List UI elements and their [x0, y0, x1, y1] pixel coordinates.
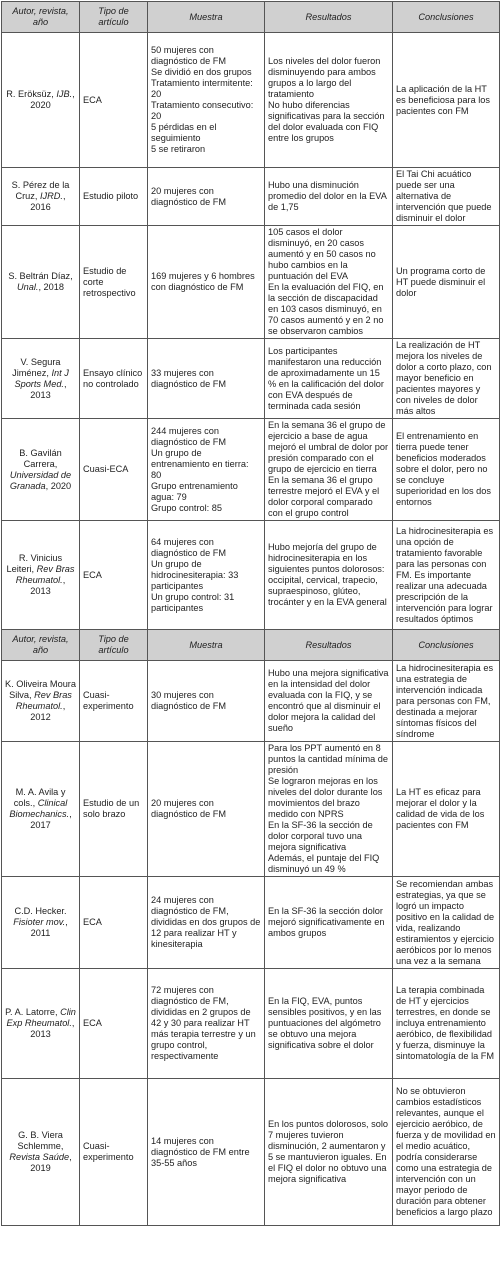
- table-row: [2, 521, 500, 630]
- author-name: S. Beltrán Díaz,: [8, 271, 73, 281]
- publication-year: , 2018: [38, 282, 64, 292]
- column-header: Tipo de artículo: [80, 630, 148, 661]
- journal-name: IJRD.: [39, 191, 63, 201]
- header-row-1: [2, 2, 500, 33]
- conclusiones-cell: Se recomiendan ambas estrategias, ya que se logró un impacto positivo en la calidad de vida, realizando estiramientos y ejercicio aeróbicos por lo menos una vez a la semana: [393, 877, 500, 969]
- muestra-cell: 20 mujeres con diagnóstico de FM: [148, 742, 265, 877]
- author-name: S. Pérez de la Cruz,: [11, 180, 70, 201]
- journal-name: Rev Bras Rheumatol.: [15, 564, 75, 585]
- journal-name: Fisioter mov.: [13, 917, 66, 927]
- tipo-cell: ECA: [80, 521, 148, 630]
- conclusiones-cell: Un programa corto de HT puede disminuir el dolor: [393, 226, 500, 339]
- column-header: Tipo de artículo: [80, 2, 148, 33]
- journal-name: IJB.: [56, 89, 73, 99]
- table-row: [2, 419, 500, 521]
- muestra-cell: 72 mujeres con diagnóstico de FM, divididas en 2 grupos de 42 y 30 para realizar HT más terapia terrestre y un grupo control, respectivamente: [148, 969, 265, 1079]
- resultados-cell: Los participantes manifestaron una reducción de aproximadamente un 15 % en la calificación del dolor con EVA después de terminada cada sesión: [265, 339, 393, 419]
- journal-name: Rev Bras Rheumatol.: [15, 690, 72, 711]
- journal-name: Clinical Biomechanics.: [9, 798, 70, 819]
- studies-table: [1, 1, 500, 1226]
- publication-year: , 2017: [30, 809, 72, 830]
- author-name: M. A. Avila y cols.,: [13, 787, 66, 808]
- author-cell: [2, 339, 80, 419]
- muestra-cell: 50 mujeres con diagnóstico de FM Se dividió en dos grupos Tratamiento intermitente: 20 Tratamiento consecutivo: 20 5 pérdidas en el seguimiento 5 se retiraron: [148, 33, 265, 168]
- muestra-cell: 64 mujeres con diagnóstico de FM Un grupo de hidrocinesiterapia: 33 participantes Un grupo control: 31 participantes: [148, 521, 265, 630]
- tipo-cell: ECA: [80, 33, 148, 168]
- table-row: [2, 1079, 500, 1226]
- tipo-cell: Estudio de un solo brazo: [80, 742, 148, 877]
- tipo-cell: Estudio piloto: [80, 168, 148, 226]
- author-cell: [2, 877, 80, 969]
- conclusiones-cell: La hidrocinesiterapia es una estrategia de intervención indicada para personas con FM, destinada a mejorar síntomas físicos del síndrome: [393, 661, 500, 742]
- author-name: V. Segura Jiménez,: [12, 356, 61, 378]
- author-name: B. Gavilán Carrera,: [19, 447, 62, 469]
- author-name: P. A. Latorre,: [5, 1007, 61, 1017]
- author-cell: [2, 521, 80, 630]
- publication-year: , 2013: [30, 575, 66, 596]
- author-name: C.D. Hecker.: [14, 906, 67, 916]
- journal-name: Unal.: [17, 282, 39, 292]
- author-cell: [2, 419, 80, 521]
- tipo-cell: Cuasi-experimento: [80, 661, 148, 742]
- resultados-cell: En la semana 36 el grupo de ejercicio a base de agua mejoró el umbral de dolor por presión comparado con el grupo de ejercicio en tierra En la semana 36 el grupo terrestre mejoró el EVA y el dolor corporal comparado con el grupo control: [265, 419, 393, 521]
- table-row: [2, 742, 500, 877]
- resultados-cell: Para los PPT aumentó en 8 puntos la cantidad mínima de presión Se lograron mejoras en los niveles del dolor durante los movimientos del brazo medido con NPRS En la SF-36 la sección de dolor corporal tuvo una mejora significativa Además, el puntaje del FIQ disminuyó un 49 %: [265, 742, 393, 877]
- conclusiones-cell: La realización de HT mejora los niveles de dolor a corto plazo, con mayor beneficio en pacientes mayores y con niveles de dolor más altos: [393, 339, 500, 419]
- author-cell: [2, 33, 80, 168]
- muestra-cell: 30 mujeres con diagnóstico de FM: [148, 661, 265, 742]
- table-row: [2, 877, 500, 969]
- conclusiones-cell: La aplicación de la HT es beneficiosa para los pacientes con FM: [393, 33, 500, 168]
- column-header: Autor, revista, año: [2, 2, 80, 33]
- conclusiones-cell: La HT es eficaz para mejorar el dolor y la calidad de vida de los pacientes con FM: [393, 742, 500, 877]
- resultados-cell: Hubo una mejora significativa en la intensidad del dolor evaluada con la FIQ, y se encontró que al disminuir el dolor mejora la calidad del sueño: [265, 661, 393, 742]
- muestra-cell: 33 mujeres con diagnóstico de FM: [148, 339, 265, 419]
- table-row: [2, 226, 500, 339]
- resultados-cell: Hubo mejoría del grupo de hidrocinesiterapia en los siguientes puntos dolorosos: occipital, cervical, trapecio, supraespinoso, glúteo, trocánter y en la EVA general: [265, 521, 393, 630]
- resultados-cell: Los niveles del dolor fueron disminuyendo para ambos grupos a lo largo del tratamiento No hubo diferencias significativas para la sección del dolor evaluada con FIQ entre los grupos: [265, 33, 393, 168]
- muestra-cell: 244 mujeres con diagnóstico de FM Un grupo de entrenamiento en tierra: 80 Grupo entrenamiento agua: 79 Grupo control: 85: [148, 419, 265, 521]
- publication-year: , 2020: [30, 89, 75, 110]
- conclusiones-cell: No se obtuvieron cambios estadísticos relevantes, aunque el ejercicio aeróbico, de fuerza y de movilidad en el medio acuático, podría considerarse como una estrategia de intervención con un mayor periodo de duración para obtener beneficios a largo plazo: [393, 1079, 500, 1226]
- author-cell: [2, 661, 80, 742]
- tipo-cell: ECA: [80, 877, 148, 969]
- author-name: R. Vinicius Leiteri,: [6, 553, 63, 574]
- muestra-cell: 14 mujeres con diagnóstico de FM entre 35-55 años: [148, 1079, 265, 1226]
- publication-year: , 2019: [30, 1152, 72, 1173]
- table-row: [2, 661, 500, 742]
- publication-year: , 2016: [30, 191, 66, 212]
- header-row-2: [2, 630, 500, 661]
- conclusiones-cell: La terapia combinada de HT y ejercicios terrestres, en donde se incluya entrenamiento aeróbico, de flexibilidad y fuerza, disminuye la sintomatología de la FM: [393, 969, 500, 1079]
- publication-year: , 2020: [45, 480, 72, 491]
- resultados-cell: En los puntos dolorosos, solo 7 mujeres tuvieron disminución, 2 aumentaron y 5 se mantuvieron iguales. En el FIQ el dolor no obtuvo una mejora significativa: [265, 1079, 393, 1226]
- column-header: Resultados: [265, 630, 393, 661]
- tipo-cell: Estudio de corte retrospectivo: [80, 226, 148, 339]
- resultados-cell: En la SF-36 la sección dolor mejoró significativamente en ambos grupos: [265, 877, 393, 969]
- muestra-cell: 20 mujeres con diagnóstico de FM: [148, 168, 265, 226]
- author-name: K. Oliveira Moura Silva,: [5, 679, 76, 700]
- publication-year: , 2012: [30, 701, 66, 722]
- journal-name: Int J Sports Med.: [14, 367, 69, 389]
- conclusiones-cell: El entrenamiento en tierra puede tener beneficios moderados sobre el dolor, pero no se concluye superioridad en los dos entornos: [393, 419, 500, 521]
- author-cell: [2, 969, 80, 1079]
- muestra-cell: 169 mujeres y 6 hombres con diagnóstico de FM: [148, 226, 265, 339]
- tipo-cell: Cuasi-experimento: [80, 1079, 148, 1226]
- author-cell: [2, 742, 80, 877]
- column-header: Conclusiones: [393, 630, 500, 661]
- muestra-cell: 24 mujeres con diagnóstico de FM, divididas en dos grupos de 12 para realizar HT y kinesiterapia: [148, 877, 265, 969]
- publication-year: , 2013: [30, 378, 67, 400]
- author-cell: [2, 1079, 80, 1226]
- tipo-cell: ECA: [80, 969, 148, 1079]
- journal-name: Universidad de Granada: [9, 469, 72, 491]
- author-name: G. B. Viera Schlemme,: [17, 1130, 64, 1151]
- author-cell: [2, 168, 80, 226]
- journal-name: Clin Exp Rheumatol.: [6, 1007, 76, 1028]
- publication-year: , 2013: [30, 1018, 75, 1039]
- publication-year: , 2011: [30, 917, 68, 938]
- column-header: Autor, revista, año: [2, 630, 80, 661]
- table-row: [2, 339, 500, 419]
- conclusiones-cell: El Tai Chi acuático puede ser una alternativa de intervención que puede disminuir el dolor: [393, 168, 500, 226]
- table-row: [2, 33, 500, 168]
- resultados-cell: En la FIQ, EVA, puntos sensibles positivos, y en las puntuaciones del algómetro se obtuvo una mejora significativa sobre el dolor: [265, 969, 393, 1079]
- conclusiones-cell: La hidrocinesiterapia es una opción de tratamiento favorable para las personas con FM. Es importante realizar una adecuada prescripción de la intervención para lograr resultados óptimos: [393, 521, 500, 630]
- column-header: Muestra: [148, 630, 265, 661]
- table-row: [2, 168, 500, 226]
- journal-name: Revista Saúde: [9, 1152, 70, 1162]
- author-cell: [2, 226, 80, 339]
- author-name: R. Eröksüz,: [6, 89, 57, 99]
- column-header: Resultados: [265, 2, 393, 33]
- resultados-cell: 105 casos el dolor disminuyó, en 20 casos aumentó y en 50 casos no hubo cambios en la puntuación del EVA En la evaluación del FIQ, en la sección de discapacidad en 103 casos disminuyó, en 70 casos aumentó y en 2 no se observaron cambios: [265, 226, 393, 339]
- resultados-cell: Hubo una disminución promedio del dolor en la EVA de 1,75: [265, 168, 393, 226]
- tipo-cell: Cuasi-ECA: [80, 419, 148, 521]
- column-header: Muestra: [148, 2, 265, 33]
- column-header: Conclusiones: [393, 2, 500, 33]
- table-row: [2, 969, 500, 1079]
- tipo-cell: Ensayo clínico no controlado: [80, 339, 148, 419]
